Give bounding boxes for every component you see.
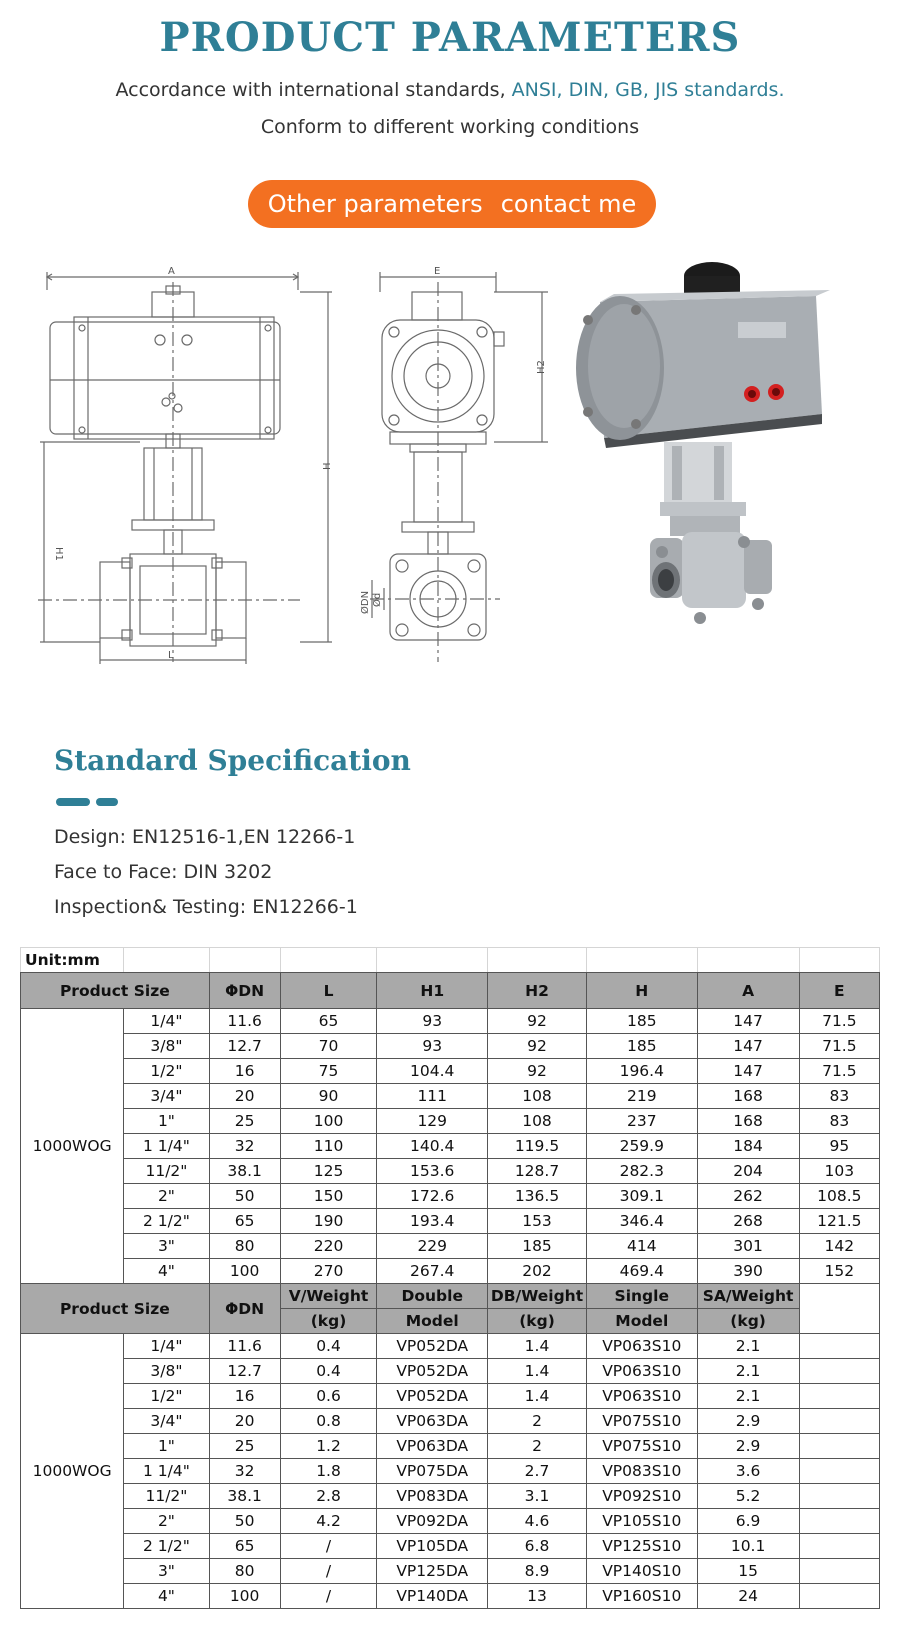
header-cell: ΦDN bbox=[209, 973, 280, 1009]
table-cell: 75 bbox=[280, 1059, 377, 1084]
spec-inspection: Inspection& Testing: EN12266-1 bbox=[54, 896, 358, 918]
table-cell: 100 bbox=[209, 1259, 280, 1284]
table-cell: VP092DA bbox=[377, 1509, 488, 1534]
table-cell: 95 bbox=[799, 1134, 879, 1159]
table-cell: VP105S10 bbox=[587, 1509, 698, 1534]
table-cell: 70 bbox=[280, 1034, 377, 1059]
table-row bbox=[21, 1384, 880, 1409]
spec-title: Standard Specification bbox=[54, 744, 411, 777]
table-cell: 16 bbox=[209, 1059, 280, 1084]
table-cell: 2 1/2" bbox=[124, 1209, 209, 1234]
empty-cell bbox=[209, 948, 280, 973]
table-cell: 1" bbox=[124, 1434, 209, 1459]
table-row bbox=[21, 1584, 880, 1609]
table-cell: 0.4 bbox=[280, 1359, 377, 1384]
spec-design: Design: EN12516-1,EN 12266-1 bbox=[54, 826, 356, 848]
table-cell: 71.5 bbox=[799, 1009, 879, 1034]
table-cell: 184 bbox=[697, 1134, 799, 1159]
standards-highlight: ANSI, DIN, GB, JIS standards. bbox=[511, 79, 785, 101]
empty-cell bbox=[487, 948, 586, 973]
group-label-cell: 1000WOG bbox=[21, 1334, 124, 1609]
empty-cell bbox=[799, 1559, 879, 1584]
table-cell: 11/2" bbox=[124, 1159, 209, 1184]
table-cell: 309.1 bbox=[587, 1184, 698, 1209]
table-row bbox=[21, 1084, 880, 1109]
table-cell: 2.9 bbox=[697, 1409, 799, 1434]
table-cell: VP063DA bbox=[377, 1434, 488, 1459]
table-row bbox=[21, 1359, 880, 1384]
spec-table bbox=[20, 947, 880, 1609]
table-cell: 153.6 bbox=[377, 1159, 488, 1184]
table-cell: 10.1 bbox=[697, 1534, 799, 1559]
table-cell: 219 bbox=[587, 1084, 698, 1109]
table-cell: VP063S10 bbox=[587, 1359, 698, 1384]
table-cell: 71.5 bbox=[799, 1034, 879, 1059]
table-cell: 11/2" bbox=[124, 1484, 209, 1509]
table-cell: 2.7 bbox=[487, 1459, 586, 1484]
header-cell: (kg) bbox=[697, 1309, 799, 1334]
table-cell: VP052DA bbox=[377, 1334, 488, 1359]
table-cell: 1/2" bbox=[124, 1059, 209, 1084]
table-cell: 100 bbox=[209, 1584, 280, 1609]
header-cell: DB/Weight bbox=[487, 1284, 586, 1309]
table-cell: 20 bbox=[209, 1409, 280, 1434]
table-cell: 38.1 bbox=[209, 1159, 280, 1184]
table-cell: 103 bbox=[799, 1159, 879, 1184]
empty-cell bbox=[697, 948, 799, 973]
dim-label-l: L bbox=[168, 650, 174, 661]
table-cell: 3/4" bbox=[124, 1084, 209, 1109]
table-cell: VP075DA bbox=[377, 1459, 488, 1484]
table-row bbox=[21, 1159, 880, 1184]
table-cell: 1 1/4" bbox=[124, 1134, 209, 1159]
table-cell: 2 1/2" bbox=[124, 1534, 209, 1559]
table-cell: 11.6 bbox=[209, 1334, 280, 1359]
table-cell: 2.1 bbox=[697, 1359, 799, 1384]
table-cell: 237 bbox=[587, 1109, 698, 1134]
table-cell: 32 bbox=[209, 1459, 280, 1484]
table-cell: 147 bbox=[697, 1034, 799, 1059]
table-cell: VP063S10 bbox=[587, 1384, 698, 1409]
group-label-cell: 1000WOG bbox=[21, 1009, 124, 1284]
table-cell: 111 bbox=[377, 1084, 488, 1109]
table-cell: 168 bbox=[697, 1109, 799, 1134]
unit-row bbox=[21, 948, 880, 973]
table-cell: 24 bbox=[697, 1584, 799, 1609]
empty-cell bbox=[799, 1509, 879, 1534]
table-cell: 92 bbox=[487, 1059, 586, 1084]
empty-cell bbox=[799, 1459, 879, 1484]
header-cell: (kg) bbox=[280, 1309, 377, 1334]
empty-cell bbox=[799, 1434, 879, 1459]
table-cell: 153 bbox=[487, 1209, 586, 1234]
table-cell: 3.6 bbox=[697, 1459, 799, 1484]
table-cell: 301 bbox=[697, 1234, 799, 1259]
table-cell: 2" bbox=[124, 1184, 209, 1209]
empty-cell bbox=[799, 1484, 879, 1509]
table-cell: 469.4 bbox=[587, 1259, 698, 1284]
table-row bbox=[21, 1459, 880, 1484]
header-cell: H bbox=[587, 973, 698, 1009]
table-cell: 1 1/4" bbox=[124, 1459, 209, 1484]
header-cell: V/Weight bbox=[280, 1284, 377, 1309]
table-cell: 2" bbox=[124, 1509, 209, 1534]
table-cell: 270 bbox=[280, 1259, 377, 1284]
contact-button-label-1: Other parameters bbox=[267, 190, 483, 218]
table-row bbox=[21, 1134, 880, 1159]
empty-cell bbox=[124, 948, 209, 973]
table-row bbox=[21, 1534, 880, 1559]
spec-face-to-face: Face to Face: DIN 3202 bbox=[54, 861, 273, 883]
table-cell: 1/4" bbox=[124, 1334, 209, 1359]
table-cell: 168 bbox=[697, 1084, 799, 1109]
table-cell: 1.4 bbox=[487, 1359, 586, 1384]
table-cell: 119.5 bbox=[487, 1134, 586, 1159]
table-cell: 185 bbox=[487, 1234, 586, 1259]
header-cell: A bbox=[697, 973, 799, 1009]
table-cell: 193.4 bbox=[377, 1209, 488, 1234]
table-cell: 1.8 bbox=[280, 1459, 377, 1484]
table-cell: 267.4 bbox=[377, 1259, 488, 1284]
table-cell: 3" bbox=[124, 1234, 209, 1259]
dim-label-a: A bbox=[168, 266, 175, 277]
header-cell: E bbox=[799, 973, 879, 1009]
table-cell: 4.2 bbox=[280, 1509, 377, 1534]
table-cell: VP140DA bbox=[377, 1584, 488, 1609]
table-cell: 25 bbox=[209, 1434, 280, 1459]
table-cell: 185 bbox=[587, 1034, 698, 1059]
table-row bbox=[21, 1209, 880, 1234]
empty-cell bbox=[799, 1284, 879, 1334]
table-cell: 3/4" bbox=[124, 1409, 209, 1434]
table-cell: 140.4 bbox=[377, 1134, 488, 1159]
table-cell: 13 bbox=[487, 1584, 586, 1609]
empty-cell bbox=[799, 1359, 879, 1384]
empty-cell bbox=[799, 1384, 879, 1409]
dim-label-h1: H1 bbox=[53, 547, 64, 561]
empty-cell bbox=[799, 1334, 879, 1359]
table-row bbox=[21, 1184, 880, 1209]
table-cell: VP075S10 bbox=[587, 1434, 698, 1459]
table-cell: 1/4" bbox=[124, 1009, 209, 1034]
table-cell: 108 bbox=[487, 1109, 586, 1134]
table-cell: 1.2 bbox=[280, 1434, 377, 1459]
title-dash-2 bbox=[96, 798, 118, 806]
table-row bbox=[21, 1009, 880, 1034]
table-row bbox=[21, 1434, 880, 1459]
table-cell: 142 bbox=[799, 1234, 879, 1259]
table-cell: 11.6 bbox=[209, 1009, 280, 1034]
table-cell: 190 bbox=[280, 1209, 377, 1234]
table-cell: 0.4 bbox=[280, 1334, 377, 1359]
table-cell: 414 bbox=[587, 1234, 698, 1259]
table-cell: 104.4 bbox=[377, 1059, 488, 1084]
table-cell: 83 bbox=[799, 1109, 879, 1134]
table-cell: 1.4 bbox=[487, 1384, 586, 1409]
table-cell: 65 bbox=[209, 1209, 280, 1234]
table-cell: VP052DA bbox=[377, 1359, 488, 1384]
table-cell: VP083DA bbox=[377, 1484, 488, 1509]
valve-drawing bbox=[0, 262, 900, 702]
empty-cell bbox=[799, 1409, 879, 1434]
table-header-row bbox=[21, 973, 880, 1009]
table-cell: 25 bbox=[209, 1109, 280, 1134]
table-cell: 65 bbox=[280, 1009, 377, 1034]
table-cell: 93 bbox=[377, 1009, 488, 1034]
header-cell: Product Size bbox=[21, 1284, 210, 1334]
empty-cell bbox=[280, 948, 377, 973]
dim-label-odn: ØDN bbox=[360, 590, 371, 614]
table-cell: VP092S10 bbox=[587, 1484, 698, 1509]
table-cell: 1.4 bbox=[487, 1334, 586, 1359]
table-cell: VP125S10 bbox=[587, 1534, 698, 1559]
table-cell: 150 bbox=[280, 1184, 377, 1209]
table-cell: 196.4 bbox=[587, 1059, 698, 1084]
table-cell: 204 bbox=[697, 1159, 799, 1184]
header-cell: Double bbox=[377, 1284, 488, 1309]
table-cell: 3.1 bbox=[487, 1484, 586, 1509]
table-cell: 3" bbox=[124, 1559, 209, 1584]
product-photo bbox=[576, 262, 830, 624]
empty-cell bbox=[587, 948, 698, 973]
table-cell: 80 bbox=[209, 1234, 280, 1259]
header-cell: Single bbox=[587, 1284, 698, 1309]
table-cell: 5.2 bbox=[697, 1484, 799, 1509]
table-cell: 2.8 bbox=[280, 1484, 377, 1509]
table-cell: 129 bbox=[377, 1109, 488, 1134]
standards-prefix: Accordance with international standards, bbox=[115, 79, 512, 101]
table-cell: 0.8 bbox=[280, 1409, 377, 1434]
table-cell: 65 bbox=[209, 1534, 280, 1559]
table-cell: 108 bbox=[487, 1084, 586, 1109]
table-cell: 202 bbox=[487, 1259, 586, 1284]
empty-cell bbox=[377, 948, 488, 973]
header-cell: (kg) bbox=[487, 1309, 586, 1334]
table-cell: 50 bbox=[209, 1184, 280, 1209]
table-cell: 71.5 bbox=[799, 1059, 879, 1084]
table-row bbox=[21, 1034, 880, 1059]
header-cell: SA/Weight bbox=[697, 1284, 799, 1309]
table-cell: 220 bbox=[280, 1234, 377, 1259]
contact-button[interactable] bbox=[248, 180, 656, 228]
table-row bbox=[21, 1234, 880, 1259]
table-cell: 172.6 bbox=[377, 1184, 488, 1209]
table-row bbox=[21, 1259, 880, 1284]
table-cell: 2.1 bbox=[697, 1384, 799, 1409]
table-cell: 152 bbox=[799, 1259, 879, 1284]
title-dash-1 bbox=[56, 798, 90, 806]
dim-label-od: Ød bbox=[372, 592, 383, 607]
table-cell: 80 bbox=[209, 1559, 280, 1584]
table-cell: 3/8" bbox=[124, 1034, 209, 1059]
table-cell: 1/2" bbox=[124, 1384, 209, 1409]
table-row bbox=[21, 1109, 880, 1134]
table-cell: 147 bbox=[697, 1009, 799, 1034]
table-cell: 390 bbox=[697, 1259, 799, 1284]
empty-cell bbox=[799, 1534, 879, 1559]
table-cell: 16 bbox=[209, 1384, 280, 1409]
table-cell: 92 bbox=[487, 1009, 586, 1034]
table-header-row bbox=[21, 1284, 880, 1309]
conditions-subtitle: Conform to different working conditions bbox=[260, 116, 640, 138]
table-cell: 108.5 bbox=[799, 1184, 879, 1209]
dim-label-h: H bbox=[322, 462, 333, 470]
table-cell: / bbox=[280, 1534, 377, 1559]
header-cell: ΦDN bbox=[209, 1284, 280, 1334]
header-cell: Model bbox=[377, 1309, 488, 1334]
table-cell: 1" bbox=[124, 1109, 209, 1134]
table-cell: 136.5 bbox=[487, 1184, 586, 1209]
table-cell: VP075S10 bbox=[587, 1409, 698, 1434]
table-cell: VP160S10 bbox=[587, 1584, 698, 1609]
empty-cell bbox=[799, 948, 879, 973]
unit-label: Unit:mm bbox=[21, 948, 124, 973]
table-cell: 90 bbox=[280, 1084, 377, 1109]
table-cell: 2 bbox=[487, 1434, 586, 1459]
table-cell: 229 bbox=[377, 1234, 488, 1259]
header-cell: H2 bbox=[487, 973, 586, 1009]
table-cell: 128.7 bbox=[487, 1159, 586, 1184]
contact-button-label-2: contact me bbox=[500, 190, 637, 218]
table-cell: 15 bbox=[697, 1559, 799, 1584]
table-cell: / bbox=[280, 1584, 377, 1609]
table-cell: / bbox=[280, 1559, 377, 1584]
table-cell: 4" bbox=[124, 1259, 209, 1284]
table-cell: 38.1 bbox=[209, 1484, 280, 1509]
table-row bbox=[21, 1509, 880, 1534]
table-cell: VP052DA bbox=[377, 1384, 488, 1409]
table-cell: 4.6 bbox=[487, 1509, 586, 1534]
table-cell: 20 bbox=[209, 1084, 280, 1109]
table-cell: VP083S10 bbox=[587, 1459, 698, 1484]
table-cell: 147 bbox=[697, 1059, 799, 1084]
table-cell: 92 bbox=[487, 1034, 586, 1059]
table-cell: 268 bbox=[697, 1209, 799, 1234]
table-cell: 3/8" bbox=[124, 1359, 209, 1384]
table-row bbox=[21, 1559, 880, 1584]
table-cell: 93 bbox=[377, 1034, 488, 1059]
table-cell: 2.9 bbox=[697, 1434, 799, 1459]
table-cell: 6.9 bbox=[697, 1509, 799, 1534]
table-cell: 125 bbox=[280, 1159, 377, 1184]
table-cell: 0.6 bbox=[280, 1384, 377, 1409]
page-title: PRODUCT PARAMETERS bbox=[159, 14, 741, 61]
table-cell: 259.9 bbox=[587, 1134, 698, 1159]
table-cell: 12.7 bbox=[209, 1359, 280, 1384]
empty-cell bbox=[799, 1584, 879, 1609]
table-row bbox=[21, 1409, 880, 1434]
table-cell: 50 bbox=[209, 1509, 280, 1534]
table-cell: 32 bbox=[209, 1134, 280, 1159]
header-cell: L bbox=[280, 973, 377, 1009]
table-cell: VP063DA bbox=[377, 1409, 488, 1434]
table-cell: 121.5 bbox=[799, 1209, 879, 1234]
table-cell: 12.7 bbox=[209, 1034, 280, 1059]
standards-subtitle bbox=[0, 79, 900, 101]
table-cell: 346.4 bbox=[587, 1209, 698, 1234]
table-cell: 6.8 bbox=[487, 1534, 586, 1559]
dim-label-e: E bbox=[434, 266, 441, 277]
table-cell: 262 bbox=[697, 1184, 799, 1209]
table-row bbox=[21, 1484, 880, 1509]
table-cell: 4" bbox=[124, 1584, 209, 1609]
table-row bbox=[21, 1059, 880, 1084]
table-cell: VP125DA bbox=[377, 1559, 488, 1584]
table-cell: 2 bbox=[487, 1409, 586, 1434]
header-cell: Product Size bbox=[21, 973, 210, 1009]
table-cell: VP140S10 bbox=[587, 1559, 698, 1584]
table-row bbox=[21, 1334, 880, 1359]
header-cell: Model bbox=[587, 1309, 698, 1334]
table-cell: 83 bbox=[799, 1084, 879, 1109]
table-cell: VP063S10 bbox=[587, 1334, 698, 1359]
table-cell: 2.1 bbox=[697, 1334, 799, 1359]
table-cell: 110 bbox=[280, 1134, 377, 1159]
table-cell: VP105DA bbox=[377, 1534, 488, 1559]
table-cell: 100 bbox=[280, 1109, 377, 1134]
table-cell: 282.3 bbox=[587, 1159, 698, 1184]
table-cell: 185 bbox=[587, 1009, 698, 1034]
table-cell: 8.9 bbox=[487, 1559, 586, 1584]
header-cell: H1 bbox=[377, 973, 488, 1009]
dim-label-h2: H2 bbox=[536, 360, 547, 374]
